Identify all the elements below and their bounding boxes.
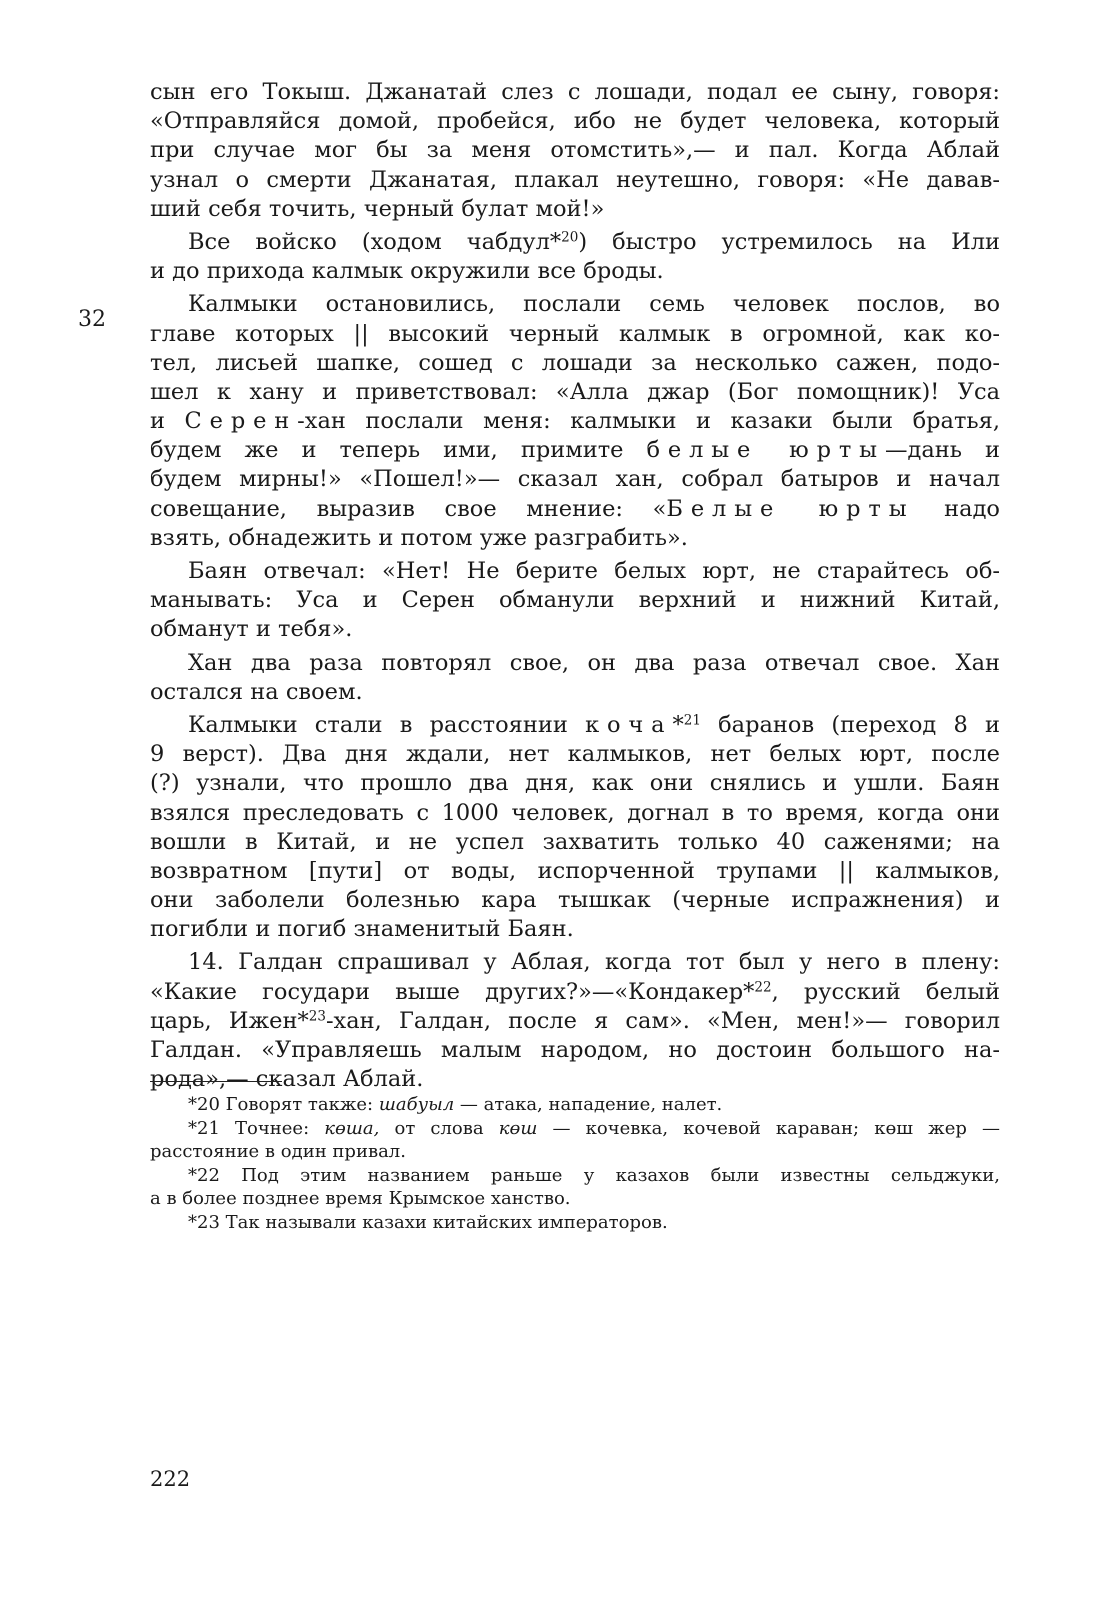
margin-line-marker: 32 [78, 307, 106, 332]
text-line: «Отправляйся домой, пробейся, ибо не будет человека, который [150, 108, 1000, 135]
text-line: главе которых || высокий черный калмык в огромной, как ко- [150, 320, 1000, 347]
text-line: Хан два раза повторял свое, он два раза отвечал свое. Хан [188, 649, 1000, 676]
text-line: будем же и теперь ими, примите белые юрты—дань и [150, 437, 1000, 464]
text-line: Баян отвечал: «Нет! Не берите белых юрт, не старайтесь об- [188, 558, 1000, 584]
footnote-ref: 23 [308, 1008, 326, 1025]
text-line: рода»,— сказал Аблай. [150, 1066, 424, 1093]
footnote-23: *23 Так называли казахи китайских императоров. [188, 1211, 668, 1233]
text-line: обманут и тебя». [150, 616, 353, 643]
footnote-divider [150, 1081, 282, 1082]
text-line: взялся преследовать с 1000 человек, догнал в то время, когда они [150, 799, 1000, 826]
footnote-21: *21 Точнее: көша, от слова көш — кочевка, кочевой караван; көш жер — [188, 1117, 1000, 1139]
text-line: узнал о смерти Джанатая, плакал неутешно, говоря: «Не давав- [150, 166, 1000, 193]
page-number: 222 [150, 1467, 191, 1491]
text-line: Калмыки стали в расстоянии коча*$^{21}$ баранов (переход 8 и [188, 711, 1000, 738]
text-line: царь, Ижен*$^{23}$-хан, Галдан, после я сам». «Мен, мен!»— говорил [150, 1007, 1000, 1034]
text-line: «Какие государи выше других?»—«Кондакер*$^{22}$, русский белый [150, 978, 1000, 1005]
spaced-text: белые юрты [646, 437, 885, 464]
text-line: манывать: Уса и Серен обманули верхний и нижний Китай, [150, 587, 1000, 614]
text-line: взять, обнадежить и потом уже разграбить». [150, 524, 688, 551]
text-line: 14. Галдан спрашивал у Аблая, когда тот был у него в плену: [188, 949, 1000, 976]
text-line: совещание, выразив свое мнение: «Белые юрты надо [150, 495, 1000, 522]
text-line: сын его Токыш. Джанатай слез с лошади, подал ее сыну, говоря: [150, 79, 1000, 105]
footnote-ref: 22 [754, 979, 772, 996]
footnote-22-cont: а в более позднее время Крымское ханство. [150, 1188, 571, 1210]
text-line: тел, лисьей шапке, сошед с лошади за несколько сажен, подо- [150, 349, 1000, 376]
text-line: вошли в Китай, и не успел захватить только 40 саженями; на [150, 828, 1000, 855]
text-line: Все войско (ходом чабдул*$^{20}$) быстро устремилось на Или [188, 228, 1000, 255]
footnote-ref: 21 [683, 712, 701, 729]
text-line: остался на своем. [150, 678, 363, 705]
text-line: 9 верст). Два дня ждали, нет калмыков, нет белых юрт, после [150, 741, 1000, 768]
text-line: ший себя точить, черный булат мой!» [150, 195, 605, 222]
spaced-text: Белые юрты [666, 495, 915, 522]
footnote-21-cont: расстояние в один привал. [150, 1141, 406, 1163]
main-text [150, 78, 1000, 1094]
text-line: погибли и погиб знаменитый Баян. [150, 916, 574, 943]
footnote-22: *22 Под этим названием раньше у казахов были известны сельджуки, [188, 1164, 1000, 1186]
text-line: (?) узнали, что прошло два дня, как они снялись и ушли. Баян [150, 770, 1000, 797]
text-line: и до прихода калмык окружили все броды. [150, 258, 664, 285]
text-line: Калмыки остановились, послали семь человек послов, во [188, 291, 1000, 318]
spaced-text: коча [585, 711, 673, 738]
footnote-ref: 20 [561, 229, 579, 246]
text-line: возвратном [пути] от воды, испорченной трупами || калмыков, [150, 857, 1000, 884]
text-line: шел к хану и приветствовал: «Алла джар (Бог помощник)! Уса [150, 378, 1000, 405]
footnote-20: *20 Говорят также: шабуыл — атака, нападение, налет. [188, 1094, 723, 1115]
footnotes [150, 1093, 1000, 1235]
text-line: будем мирны!» «Пошел!»— сказал хан, собрал батыров и начал [150, 466, 1000, 493]
spaced-text: Серен [184, 408, 298, 435]
text-line: и Серен-хан послали меня: калмыки и казаки были братья, [150, 408, 1000, 435]
text-line: при случае мог бы за меня отомстить»,— и пал. Когда Аблай [150, 137, 1000, 164]
text-line: они заболели болезнью кара тышкак (черные испражнения) и [150, 887, 1000, 914]
text-line: Галдан. «Управляешь малым народом, но достоин большого на- [150, 1037, 1000, 1063]
